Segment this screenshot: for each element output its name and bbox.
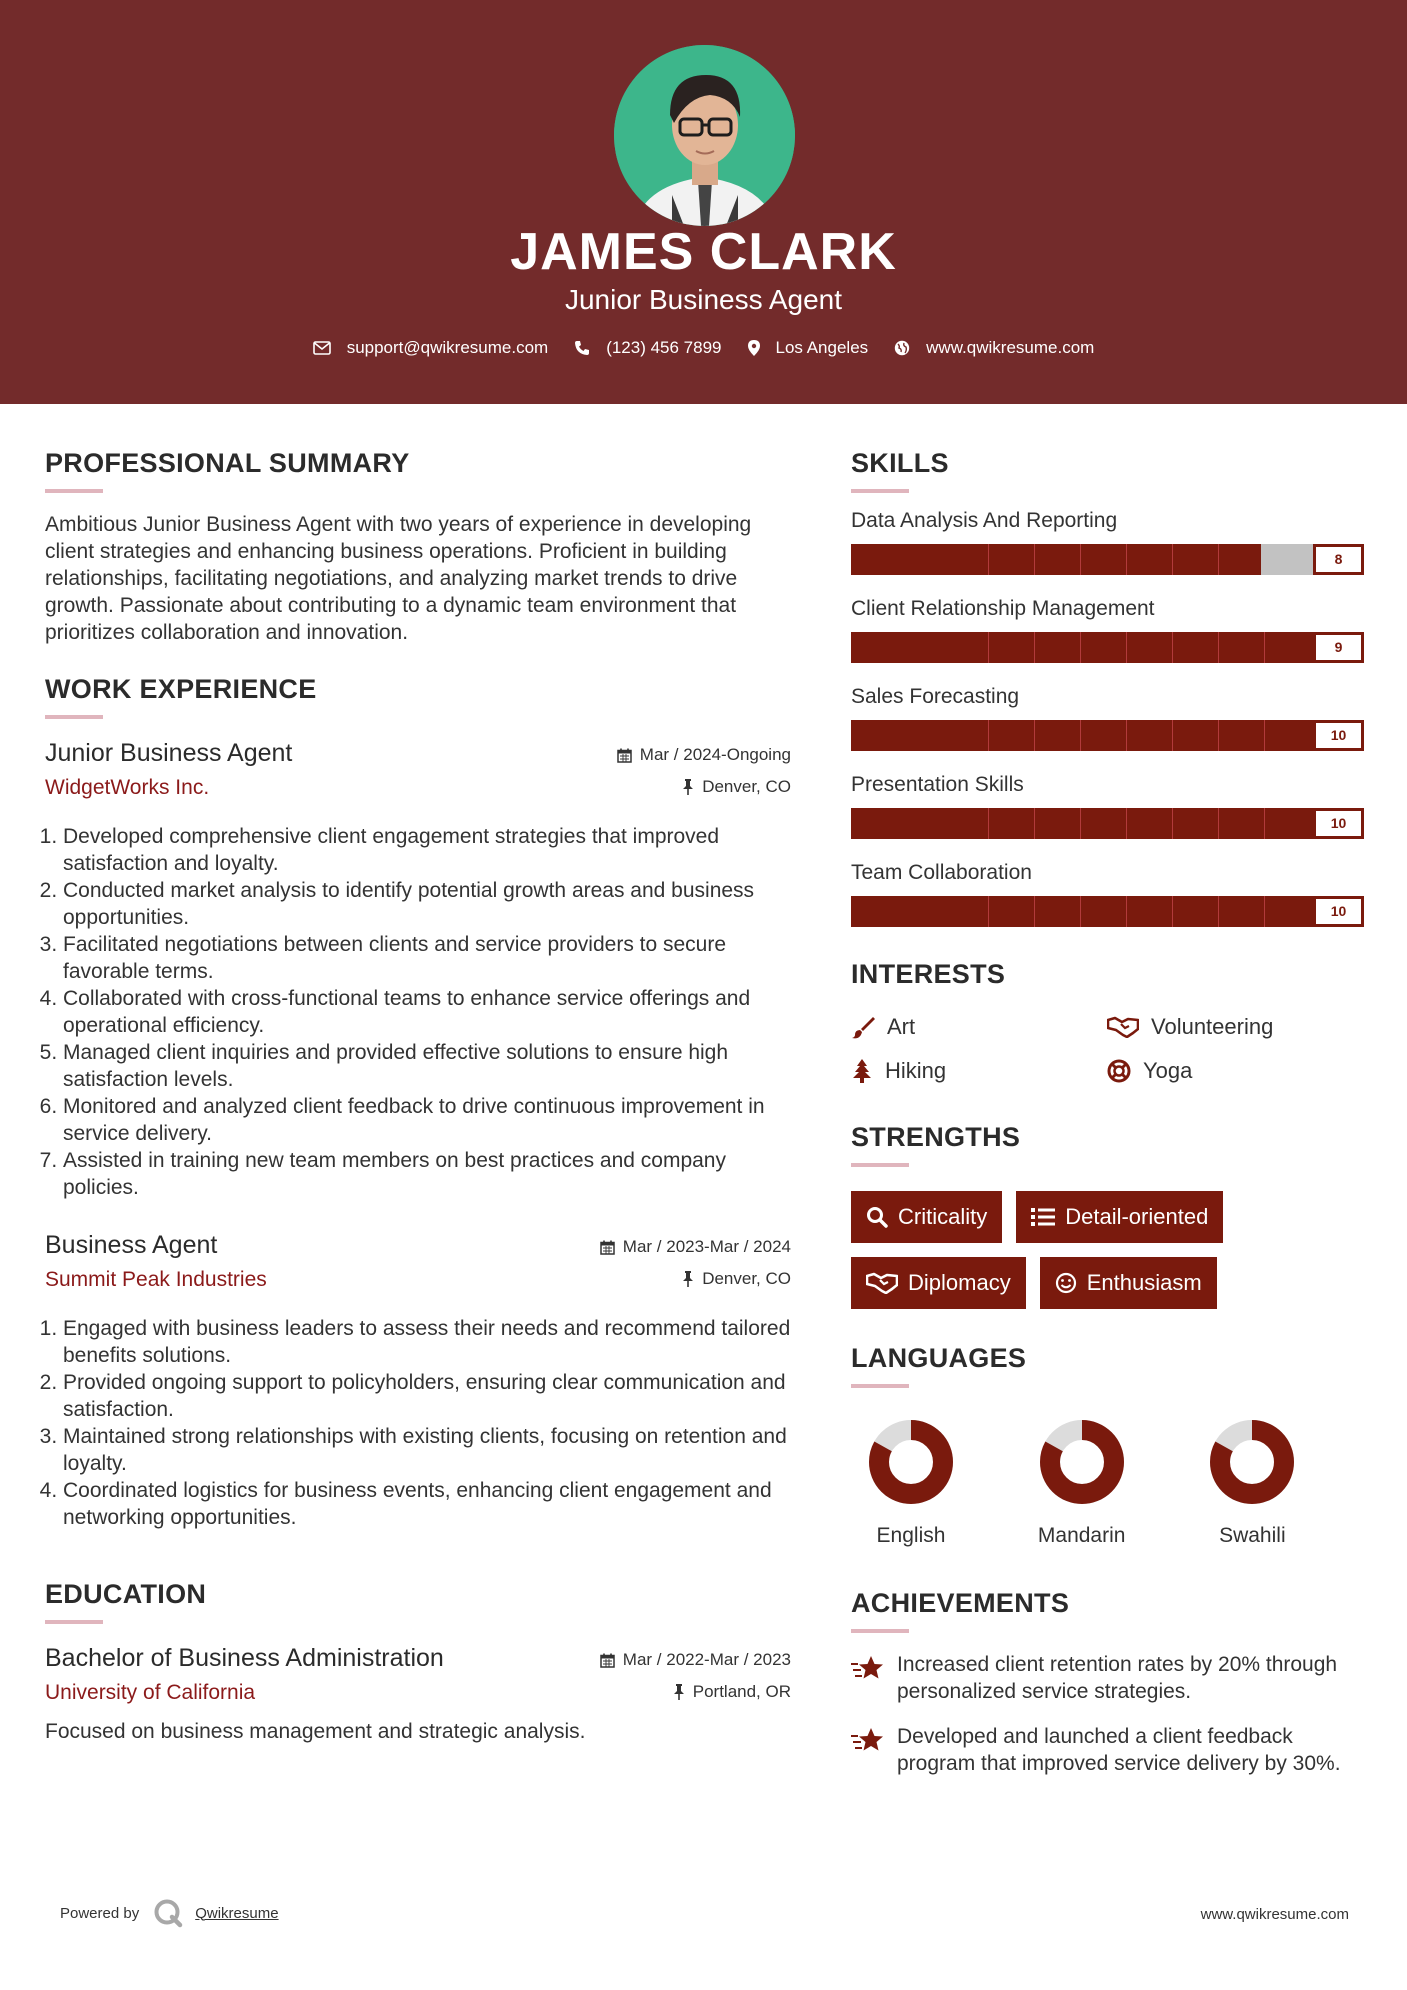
- job-entry: [45, 1231, 791, 1531]
- skill-segment-divider: [1034, 896, 1035, 927]
- education-title: EDUCATION: [45, 1579, 207, 1609]
- right-column: [851, 404, 1363, 1777]
- skill-name: Client Relationship Management: [851, 597, 1155, 620]
- contact-location: [748, 338, 869, 358]
- skill-segment-divider: [988, 720, 989, 751]
- list-item: 2. Conducted market analysis to identify potential growth areas and business opportunities.: [63, 877, 791, 931]
- interest-label: Hiking: [885, 1058, 947, 1083]
- skill-segment-divider: [1034, 720, 1035, 751]
- job-company: WidgetWorks Inc.: [45, 776, 210, 799]
- map-pin-icon: [748, 340, 760, 356]
- strength-label: Criticality: [898, 1204, 988, 1229]
- job-bullets: [45, 1315, 791, 1531]
- skill-level-bar: [851, 896, 1364, 927]
- language-donut: [1038, 1418, 1126, 1506]
- language-item: [851, 1418, 1022, 1548]
- search-icon: [866, 1206, 888, 1228]
- section-underline: [45, 715, 103, 719]
- skill-segment-divider: [1218, 808, 1219, 839]
- contact-bar: [0, 338, 1407, 358]
- skill-segment-divider: [1264, 720, 1265, 751]
- interests-grid: [851, 1014, 1363, 1084]
- interest-volunteering: [1107, 1014, 1363, 1040]
- skill-segment-divider: [1218, 544, 1219, 575]
- skill-item: [851, 861, 1363, 927]
- website-text: www.qwikresume.com: [926, 338, 1095, 357]
- strength-chips: [851, 1191, 1363, 1323]
- job-date-text: Mar / 2024-Ongoing: [639, 745, 791, 764]
- interest-label: Volunteering: [1151, 1014, 1274, 1039]
- interest-art: [851, 1014, 1107, 1040]
- achievement-item: [851, 1723, 1363, 1777]
- skill-segment-divider: [1172, 544, 1173, 575]
- skill-segment-divider: [1126, 808, 1127, 839]
- strengths-title: STRENGTHS: [851, 1122, 1021, 1152]
- qwikresume-logo-icon: [153, 1898, 183, 1928]
- education-description: Focused on business management and strategic analysis.: [45, 1720, 586, 1743]
- paintbrush-icon: [851, 1015, 875, 1039]
- tree-icon: [851, 1059, 873, 1083]
- skills-title: SKILLS: [851, 448, 949, 478]
- skill-segment-divider: [1034, 544, 1035, 575]
- contact-phone[interactable]: [574, 338, 721, 358]
- skill-segment-divider: [988, 632, 989, 663]
- job-date: [617, 745, 791, 765]
- skill-segment-divider: [1218, 720, 1219, 751]
- skill-level-bar: [851, 544, 1364, 575]
- language-label: English: [876, 1524, 946, 1547]
- skill-level-fill: [851, 632, 1313, 663]
- skill-segment-divider: [1264, 808, 1265, 839]
- skill-name: Team Collaboration: [851, 861, 1032, 884]
- job-location-text: Denver, CO: [702, 777, 791, 796]
- job-date: [600, 1237, 791, 1257]
- experience-title: WORK EXPERIENCE: [45, 674, 317, 704]
- education-section: [45, 1579, 791, 1745]
- interest-hiking: [851, 1058, 1107, 1084]
- skill-item: [851, 685, 1363, 751]
- job-entry: [45, 739, 791, 1201]
- skill-item: [851, 597, 1363, 663]
- skill-score: 8: [1313, 544, 1364, 575]
- handshake-icon: [1107, 1016, 1139, 1038]
- language-list: [851, 1418, 1363, 1548]
- job-header: [45, 1231, 791, 1305]
- list-item: 6. Monitored and analyzed client feedback to drive continuous improvement in service delivery.: [63, 1093, 791, 1147]
- list-item: 7. Assisted in training new team members on best practices and company policies.: [63, 1147, 791, 1201]
- handshake-icon: [866, 1272, 898, 1294]
- skill-segment-divider: [1126, 544, 1127, 575]
- skill-segment-divider: [1034, 632, 1035, 663]
- section-underline: [45, 1620, 103, 1624]
- skill-item: [851, 509, 1363, 575]
- education-date-text: Mar / 2022-Mar / 2023: [622, 1650, 791, 1669]
- strength-label: Enthusiasm: [1086, 1270, 1202, 1295]
- star-icon: [851, 1655, 885, 1681]
- skill-segment-divider: [1126, 896, 1127, 927]
- smile-icon: [1055, 1272, 1077, 1294]
- skill-level-bar: [851, 720, 1364, 751]
- skill-segment-divider: [988, 544, 989, 575]
- skill-segment-divider: [1080, 544, 1081, 575]
- strength-chip: [851, 1191, 1002, 1243]
- strengths-section: [851, 1122, 1363, 1323]
- skill-score: 10: [1313, 720, 1364, 751]
- education-location: [673, 1682, 791, 1702]
- candidate-role: Junior Business Agent: [564, 284, 843, 315]
- star-icon: [851, 1727, 885, 1753]
- left-column: [45, 404, 791, 1745]
- person-illustration: [614, 45, 795, 226]
- calendar-icon: [600, 1240, 615, 1255]
- experience-section: [45, 674, 791, 1531]
- education-header: [45, 1644, 791, 1718]
- job-title: Business Agent: [45, 1231, 218, 1259]
- skill-segment-divider: [1172, 720, 1173, 751]
- strength-chip: [1016, 1191, 1223, 1243]
- summary-text: Ambitious Junior Business Agent with two years of experience in developing client strategies and enhancing business operations. Proficient in building relationships, facilitating negotiations, and analyzing market trends to drive growth. Passionate about contributing to a dynamic team environment that prioritizes collaboration and innovation.: [45, 513, 752, 644]
- calendar-icon: [600, 1653, 615, 1668]
- powered-by-label: Powered by: [60, 1904, 140, 1922]
- strength-chip: [851, 1257, 1026, 1309]
- skill-segment-divider: [988, 808, 989, 839]
- language-donut: [867, 1418, 955, 1506]
- job-location: [682, 1269, 791, 1289]
- envelope-icon: [313, 341, 331, 355]
- interest-label: Yoga: [1143, 1058, 1193, 1083]
- skill-name: Data Analysis And Reporting: [851, 509, 1118, 532]
- achievement-item: [851, 1651, 1363, 1705]
- job-header: [45, 739, 791, 813]
- profile-photo: [614, 45, 795, 226]
- achievements-section: [851, 1588, 1363, 1777]
- strength-chip: [1040, 1257, 1217, 1309]
- skill-segment-divider: [1172, 896, 1173, 927]
- job-bullets: [45, 823, 791, 1201]
- resume-header: [0, 0, 1407, 404]
- phone-icon: [574, 340, 590, 356]
- skill-level-fill: [851, 808, 1364, 839]
- section-underline: [851, 1629, 909, 1633]
- section-underline: [851, 1384, 909, 1388]
- interest-label: Art: [887, 1014, 916, 1039]
- skill-segment-divider: [1126, 720, 1127, 751]
- education-location-text: Portland, OR: [692, 1682, 791, 1701]
- skill-segment-divider: [1080, 632, 1081, 663]
- job-title: Junior Business Agent: [45, 739, 293, 767]
- skill-segment-divider: [1218, 632, 1219, 663]
- footer-powered-by: [60, 1898, 279, 1928]
- skill-segment-divider: [1080, 808, 1081, 839]
- pushpin-icon: [682, 1271, 694, 1287]
- list-item: 3. Maintained strong relationships with existing clients, focusing on retention and loyalty.: [63, 1423, 791, 1477]
- email-text: support@qwikresume.com: [346, 338, 549, 357]
- summary-section: [45, 448, 791, 646]
- skill-segment-divider: [1218, 896, 1219, 927]
- list-item: 4. Collaborated with cross-functional teams to enhance service offerings and operational efficiency.: [63, 985, 791, 1039]
- skill-score: 10: [1313, 896, 1364, 927]
- interests-title: INTERESTS: [851, 959, 1006, 989]
- skill-level-fill: [851, 720, 1364, 751]
- achievement-text: Developed and launched a client feedback program that improved service delivery by 30%.: [897, 1725, 1341, 1775]
- skills-section: [851, 448, 1363, 927]
- phone-text: (123) 456 7899: [606, 338, 722, 357]
- skill-segment-divider: [1080, 720, 1081, 751]
- pushpin-icon: [682, 779, 694, 795]
- skill-segment-divider: [1264, 896, 1265, 927]
- skill-level-bar: [851, 632, 1364, 663]
- list-item: 5. Managed client inquiries and provided effective solutions to ensure high satisfaction levels.: [63, 1039, 791, 1093]
- skill-segment-divider: [1264, 632, 1265, 663]
- skill-name: Sales Forecasting: [851, 685, 1020, 708]
- list-item: 1. Developed comprehensive client engagement strategies that improved satisfaction and loyalty.: [63, 823, 791, 877]
- calendar-icon: [617, 748, 632, 763]
- list-item: 2. Provided ongoing support to policyholders, ensuring clear communication and satisfaction.: [63, 1369, 791, 1423]
- strength-label: Detail-oriented: [1065, 1204, 1209, 1229]
- skill-segment-divider: [1172, 632, 1173, 663]
- skill-segment-divider: [1126, 632, 1127, 663]
- language-donut: [1208, 1418, 1296, 1506]
- list-item: 3. Facilitated negotiations between clients and service providers to secure favorable terms.: [63, 931, 791, 985]
- language-label: Mandarin: [1037, 1524, 1126, 1547]
- skill-name: Presentation Skills: [851, 773, 1024, 796]
- section-underline: [851, 489, 909, 493]
- section-underline: [851, 1163, 909, 1167]
- skill-level-bar: [851, 808, 1364, 839]
- education-date: [600, 1650, 791, 1670]
- skill-segment-divider: [1034, 808, 1035, 839]
- contact-email[interactable]: [313, 338, 549, 358]
- skill-segment-divider: [1080, 896, 1081, 927]
- location-text: Los Angeles: [775, 338, 869, 357]
- section-underline: [45, 489, 103, 493]
- footer-website[interactable]: www.qwikresume.com: [1200, 1906, 1349, 1923]
- job-location-text: Denver, CO: [702, 1269, 791, 1288]
- candidate-name: JAMES CLARK: [510, 223, 897, 281]
- list-item: 4. Coordinated logistics for business events, enhancing client engagement and networking opportunities.: [63, 1477, 791, 1531]
- languages-section: [851, 1343, 1363, 1548]
- language-item: [1192, 1418, 1363, 1548]
- language-label: Swahili: [1219, 1524, 1286, 1547]
- interests-section: [851, 959, 1363, 1084]
- summary-title: PROFESSIONAL SUMMARY: [45, 448, 410, 478]
- job-date-text: Mar / 2023-Mar / 2024: [622, 1237, 791, 1256]
- skill-level-fill: [851, 544, 1261, 575]
- skill-item: [851, 773, 1363, 839]
- pushpin-icon: [673, 1684, 685, 1700]
- skill-segment-divider: [1172, 808, 1173, 839]
- skill-segment-divider: [988, 896, 989, 927]
- achievement-text: Increased client retention rates by 20% through personalized service strategies.: [897, 1653, 1338, 1703]
- school-name: University of California: [45, 1681, 256, 1704]
- job-location: [682, 777, 791, 797]
- lifering-icon: [1107, 1059, 1131, 1083]
- skills-list: [851, 509, 1363, 927]
- contact-website[interactable]: [894, 338, 1094, 358]
- languages-title: LANGUAGES: [851, 1343, 1027, 1373]
- education-entry: [45, 1644, 791, 1745]
- skill-score: 10: [1313, 808, 1364, 839]
- interest-yoga: [1107, 1058, 1363, 1084]
- language-item: [1022, 1418, 1193, 1548]
- strength-label: Diplomacy: [908, 1270, 1011, 1295]
- skill-level-fill: [851, 896, 1364, 927]
- list-item: 1. Engaged with business leaders to assess their needs and recommend tailored benefits solutions.: [63, 1315, 791, 1369]
- globe-icon: [894, 340, 910, 356]
- brand-link[interactable]: Qwikresume: [195, 1904, 279, 1922]
- skill-score: 9: [1313, 632, 1364, 663]
- list-icon: [1031, 1207, 1055, 1227]
- degree-title: Bachelor of Business Administration: [45, 1644, 444, 1672]
- achievements-title: ACHIEVEMENTS: [851, 1588, 1070, 1618]
- job-company: Summit Peak Industries: [45, 1268, 267, 1291]
